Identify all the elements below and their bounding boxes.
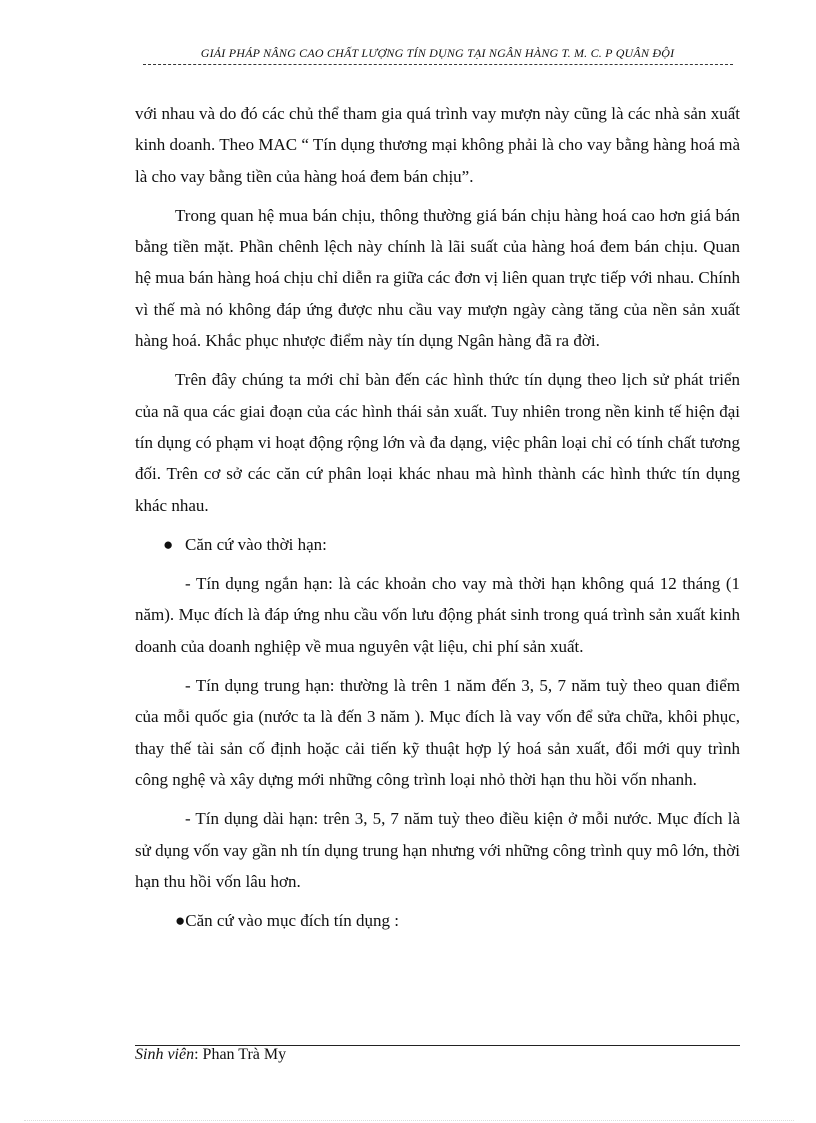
bullet-icon: ●: [175, 911, 186, 931]
footer: [135, 1046, 286, 1064]
header-divider: [143, 64, 733, 65]
paragraph-2: Trong quan hệ mua bán chịu, thông thường giá bán chịu hàng hoá cao hơn giá bán bằng tiền mặt. Phần chênh lệch này chính là lãi suất của hàng hoá đem bán chịu. Quan hệ mua bán hàng hoá chịu chỉ diễn ra giữa các đơn vị liên quan trực tiếp với nhau. Chính vì thế mà nó không đáp ứng được nhu cầu vay mượn ngày càng tăng của nền sản xuất hàng hoá. Khắc phục nhược điểm này tín dụng Ngân hàng đã ra đời.: [135, 205, 740, 351]
running-header: GIẢI PHÁP NÂNG CAO CHẤT LƯỢNG TÍN DỤNG TẠI NGÂN HÀNG T. M. C. P QUÂN ĐỘI: [200, 46, 675, 60]
bullet-item-duration: [135, 529, 740, 560]
paragraph-3: Trên đây chúng ta mới chỉ bàn đến các hình thức tín dụng theo lịch sử phát triển của nã qua các giai đoạn của các hình thái sản xuất. Tuy nhiên trong nền kinh tế hiện đại tín dụng có phạm vi hoạt động rộng lớn và đa dạng, việc phân loại chỉ có tính chất tương đối. Trên cơ sở các căn cứ phân loại khác nhau mà hình thành các hình thức tín dụng khác nhau.: [135, 370, 740, 515]
bullet-label: Căn cứ vào mục đích tín dụng :: [185, 911, 399, 931]
bullet-item-purpose: [135, 905, 740, 936]
long-term-credit-item: - Tín dụng dài hạn: trên 3, 5, 7 năm tuỳ theo điều kiện ở mỗi nước. Mục đích là sử dụng vốn vay gần nh tín dụng trung hạn nhưng với những công trình quy mô lớn, thời hạn thu hồi vốn lâu hơn.: [135, 809, 740, 891]
footer-label: Sinh viên: [135, 1046, 195, 1063]
short-term-credit-item: - Tín dụng ngắn hạn: là các khoản cho vay mà thời hạn không quá 12 tháng (1 năm). Mục đích là đáp ứng nhu cầu vốn lưu động phát sinh trong quá trình sản xuất kinh doanh của doanh nghiệp về mua nguyên vật liệu, chi phí sản xuất.: [135, 574, 740, 656]
bullet-label: Căn cứ vào thời hạn:: [185, 534, 327, 554]
paragraph-1: với nhau và do đó các chủ thể tham gia quá trình vay mượn này cũng là các nhà sản xuất kinh doanh. Theo MAC “ Tín dụng thương mại không phải là cho vay bằng hàng hoá mà là cho vay bằng tiền của hàng hoá đem bán chịu”.: [135, 104, 740, 186]
document-body: [135, 98, 740, 936]
footer-separator: :: [194, 1046, 199, 1063]
page-bottom-edge: [24, 1120, 794, 1121]
student-name: Phan Trà My: [198, 1046, 287, 1063]
bullet-icon: ●: [163, 534, 174, 554]
medium-term-credit-item: - Tín dụng trung hạn: thường là trên 1 năm đến 3, 5, 7 năm tuỳ theo quan điểm của mỗi quốc gia (nước ta là đến 3 năm ). Mục đích là vay vốn để sửa chữa, khôi phục, thay thế tài sản cố định hoặc cải tiến kỹ thuật hợp lý hoá sản xuất, đổi mới quy trình công nghệ và xây dựng mới những công trình loại nhỏ thời hạn thu hồi vốn nhanh.: [135, 676, 740, 789]
